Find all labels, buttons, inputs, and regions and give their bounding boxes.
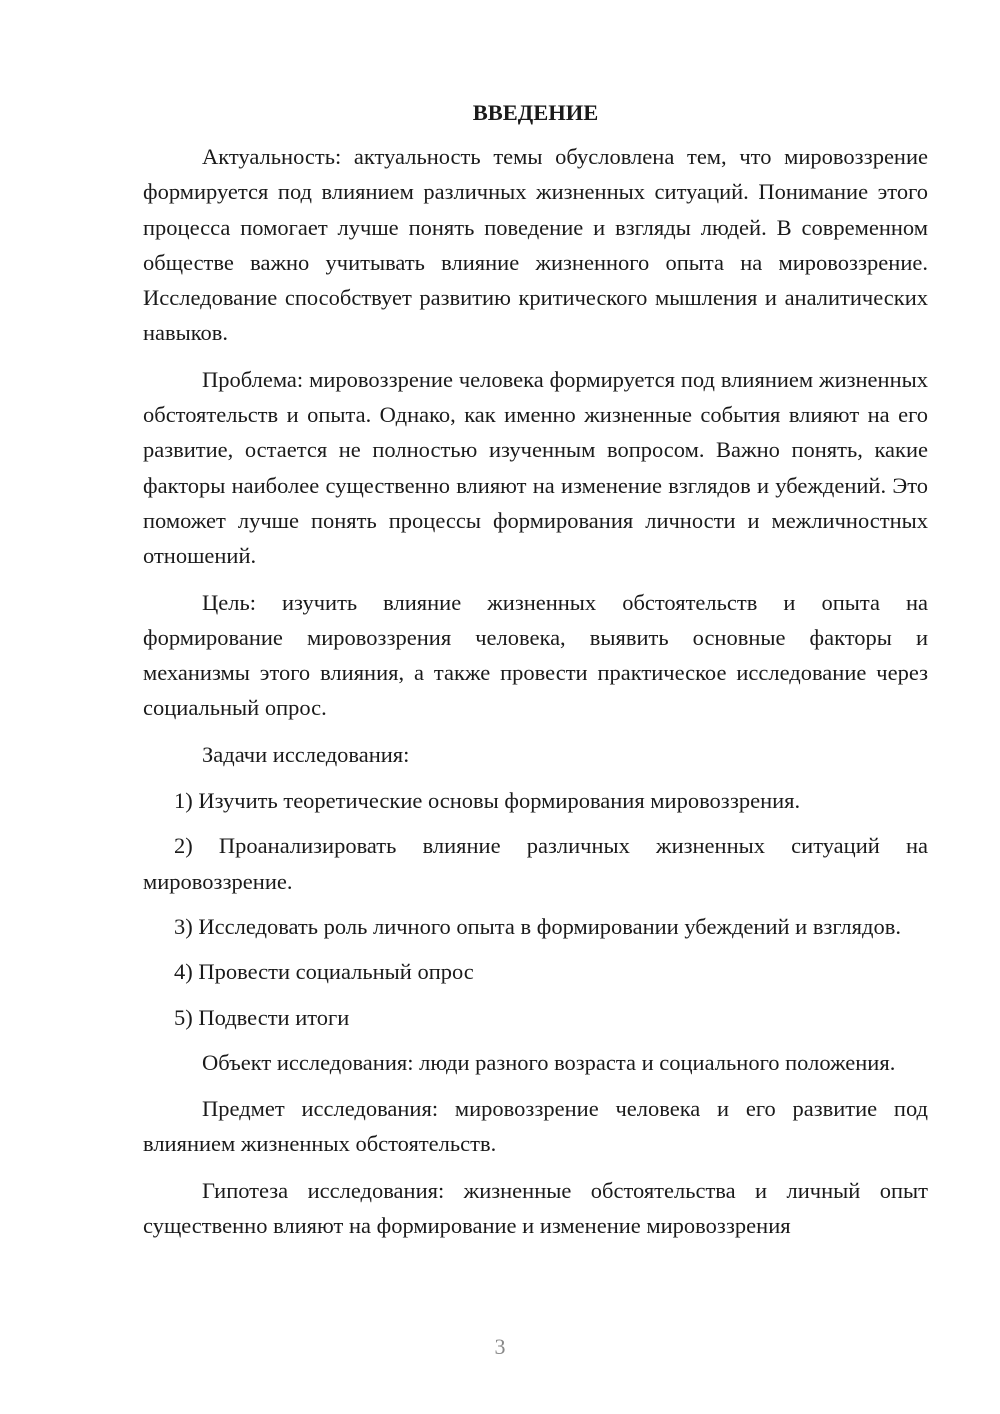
goal-paragraph: Цель: изучить влияние жизненных обстоятельств и опыта на формирование мировоззрения человека, выявить основные факторы и механизмы этого влияния, а также провести практическое исследование через социальный опрос.	[143, 589, 928, 721]
tasks-heading: Задачи исследования:	[202, 741, 410, 767]
page-number: 3	[494, 1334, 506, 1359]
section-title: ВВЕДЕНИЕ	[472, 100, 599, 125]
page-body	[143, 95, 928, 1254]
hypothesis-paragraph: Гипотеза исследования: жизненные обстоятельства и личный опыт существенно влияют на формирование и изменение мировоззрения	[143, 1177, 928, 1239]
relevance-paragraph: Актуальность: актуальность темы обусловлена тем, что мировоззрение формируется под влиянием различных жизненных ситуаций. Понимание этого процесса помогает лучше понять поведение и взгляды людей. В современном обществе важно учитывать влияние жизненного опыта на мировоззрение. Исследование способствует развитию критического мышления и аналитических навыков.	[143, 144, 928, 346]
task-item: 4) Провести социальный опрос	[174, 959, 474, 985]
problem-paragraph: Проблема: мировоззрение человека формируется под влиянием жизненных обстоятельств и опыта. Однако, как именно жизненные события влияют на его развитие, остается не полностью изученным вопросом. Важно понять, какие факторы наиболее существенно влияют на изменение взглядов и убеждений. Это поможет лучше понять процессы формирования личности и межличностных отношений.	[143, 366, 928, 569]
task-item: 3) Исследовать роль личного опыта в формировании убеждений и взглядов.	[174, 913, 901, 939]
task-item: 2) Проанализировать влияние различных жизненных ситуаций на мировоззрение.	[143, 833, 928, 894]
task-item: 1) Изучить теоретические основы формирования мировоззрения.	[174, 788, 801, 814]
subject-paragraph: Предмет исследования: мировоззрение человека и его развитие под влиянием жизненных обстоятельств.	[143, 1096, 928, 1157]
task-item: 5) Подвести итоги	[174, 1004, 350, 1030]
object-paragraph: Объект исследования: люди разного возраста и социального положения.	[202, 1049, 896, 1075]
